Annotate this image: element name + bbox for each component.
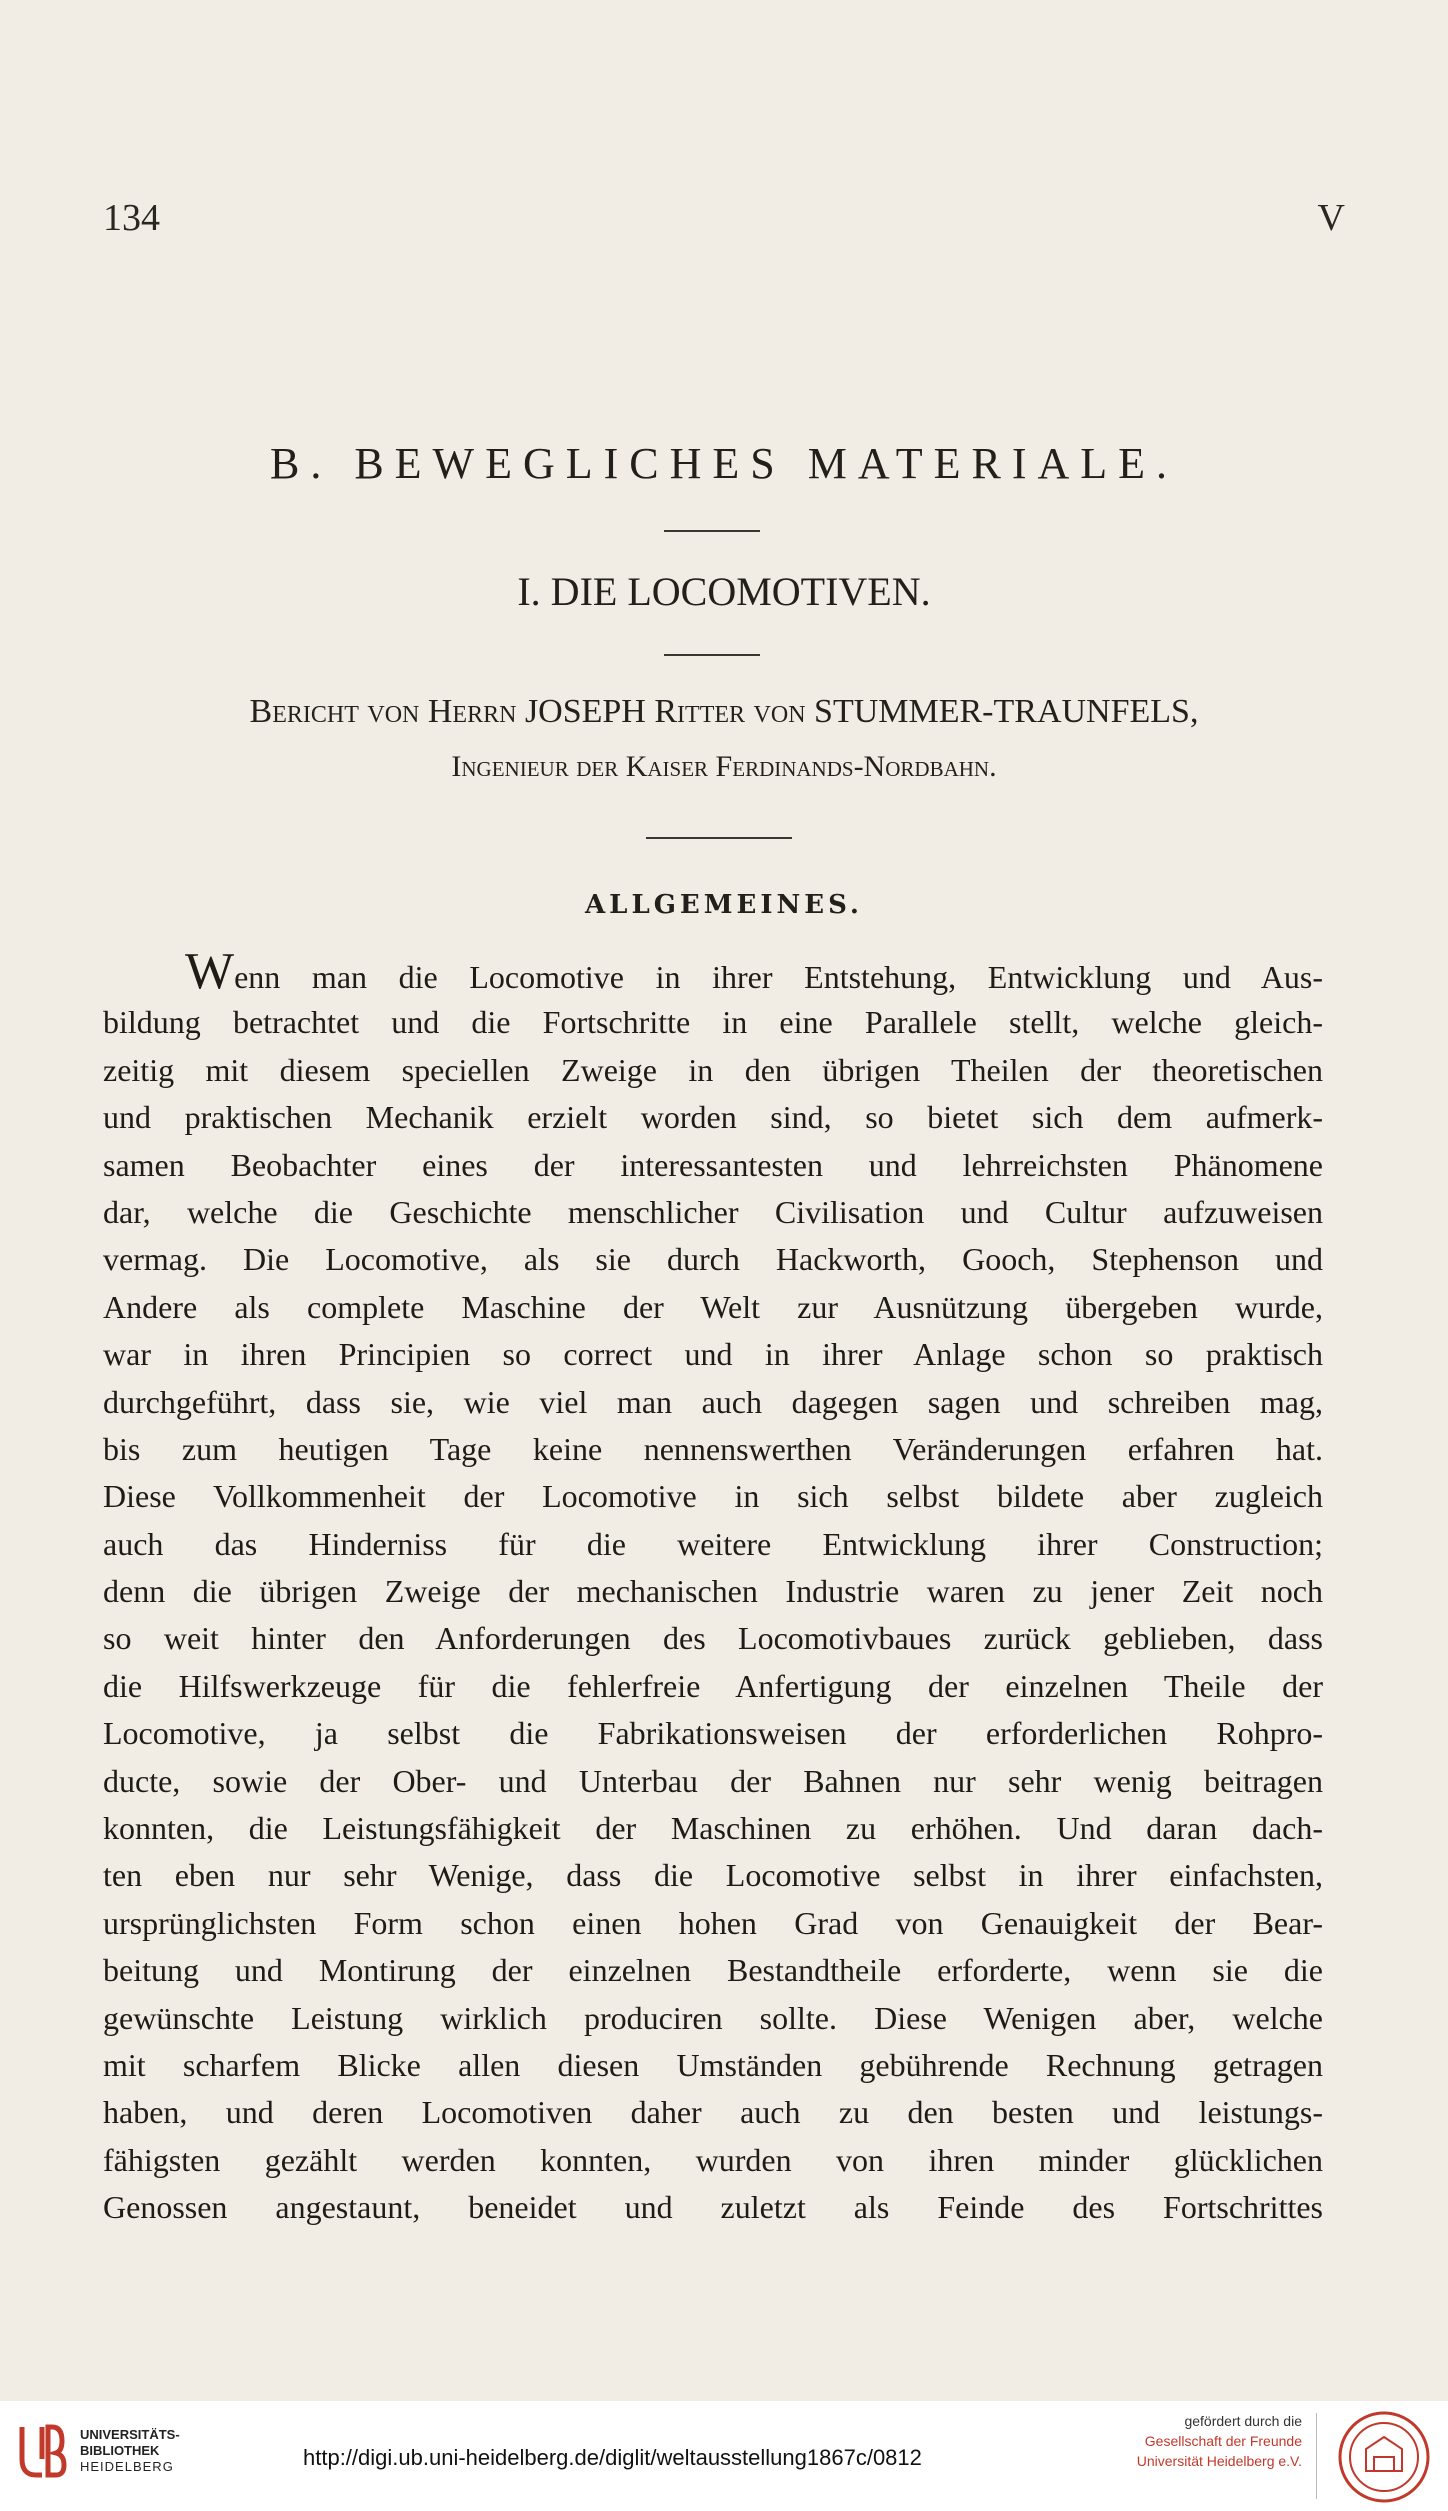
text-line: [103, 1094, 1323, 1141]
line-text: die Hilfswerkzeuge für die fehlerfreie Anfertigung der einzelnen Theile der: [103, 1667, 1323, 1704]
line-text: Diese Vollkommenheit der Locomotive in sich selbst bildete aber zugleich: [103, 1478, 1323, 1515]
text-line: [103, 1142, 1323, 1189]
text-line: [103, 999, 1323, 1046]
university-seal-icon: [1336, 2409, 1432, 2505]
text-line: [103, 1805, 1323, 1852]
text-line: [103, 952, 1323, 999]
author-surname: STUMMER-TRAUNFELS,: [814, 693, 1199, 730]
line-text: gewünschte Leistung wirklich produciren sollte. Diese Wenigen aber, welche: [103, 1999, 1323, 2036]
line-text: ten eben nur sehr Wenige, dass die Locomotive selbst in ihrer einfachsten,: [103, 1857, 1323, 1894]
section-heading: ALLGEMEINES.: [584, 890, 863, 920]
sponsor-credit: gefördert durch die Gesellschaft der Freunde Universität Heidelberg e.V.: [1136, 2413, 1302, 2469]
divider-rule: [664, 530, 760, 532]
text-line: [103, 1663, 1323, 1710]
library-name: UNIVERSITÄTS- BIBLIOTHEK HEIDELBERG: [80, 2427, 180, 2474]
line-text: zeitig mit diesem speciellen Zweige in den übrigen Theilen der theoretischen: [103, 1051, 1323, 1088]
line-text: bildung betrachtet und die Fortschritte in eine Parallele stellt, welche gleich-: [103, 1004, 1323, 1041]
text-line: [103, 1852, 1323, 1899]
text-line: [103, 1758, 1323, 1805]
text-line: [103, 1473, 1323, 1520]
drop-initial: W: [185, 952, 235, 1000]
line-text: und praktischen Mechanik erzielt worden sind, so bietet sich dem aufmerk-: [103, 1099, 1323, 1136]
line-text: beitung und Montirung der einzelnen Bestandtheile erforderte, wenn sie die: [103, 1952, 1323, 1989]
chapter-roman: V: [1317, 197, 1345, 239]
page-number: 134: [103, 197, 160, 239]
line-text: fähigsten gezählt werden konnten, wurden von ihren minder glücklichen: [103, 2141, 1323, 2178]
author-title: Ritter von: [645, 693, 815, 730]
line-text: denn die übrigen Zweige der mechanischen Industrie waren zu jener Zeit noch: [103, 1573, 1323, 1610]
text-line: [103, 1284, 1323, 1331]
section-title: B. BEWEGLICHES MATERIALE.: [269, 439, 1179, 488]
text-line: [103, 1995, 1323, 2042]
text-line: [103, 1947, 1323, 1994]
line-text: dar, welche die Geschichte menschlicher Civilisation und Cultur aufzuweisen: [103, 1193, 1323, 1230]
text-line: [103, 2184, 1323, 2231]
permalink-url[interactable]: http://digi.ub.uni-heidelberg.de/diglit/weltausstellung1867c/0812: [303, 2445, 922, 2470]
report-prefix: Bericht von Herrn: [249, 693, 525, 730]
page-header: [103, 196, 1345, 240]
divider-rule: [646, 837, 792, 839]
body-text: [103, 952, 1323, 2232]
text-line: [103, 1615, 1323, 1662]
text-line: [103, 2137, 1323, 2184]
line-text: samen Beobachter eines der interessantesten und lehrreichsten Phänomene: [103, 1146, 1323, 1183]
line-text: mit scharfem Blicke allen diesen Umständen gebührende Rechnung getragen: [103, 2046, 1323, 2083]
line-text: enn man die Locomotive in ihrer Entstehung, Entwicklung und Aus-: [234, 959, 1323, 995]
line-text: Locomotive, ja selbst die Fabrikationsweisen der erforderlichen Rohpro-: [103, 1715, 1323, 1752]
line-text: haben, und deren Locomotiven daher auch zu den besten und leistungs-: [103, 2094, 1323, 2131]
text-line: [103, 1189, 1323, 1236]
text-line: [103, 1426, 1323, 1473]
text-line: [103, 2042, 1323, 2089]
line-text: bis zum heutigen Tage keine nennenswerthen Veränderungen erfahren hat.: [103, 1430, 1323, 1467]
divider-rule: [664, 654, 760, 656]
text-line: [103, 1900, 1323, 1947]
text-line: [103, 1331, 1323, 1378]
line-text: durchgeführt, dass sie, wie viel man auch dagegen sagen und schreiben mag,: [103, 1383, 1323, 1420]
text-line: [103, 1568, 1323, 1615]
line-text: auch das Hinderniss für die weitere Entwicklung ihrer Construction;: [103, 1525, 1323, 1562]
line-text: Andere als complete Maschine der Welt zur Ausnützung übergeben wurde,: [103, 1288, 1323, 1325]
text-line: [103, 1379, 1323, 1426]
line-text: ursprünglichsten Form schon einen hohen Grad von Genauigkeit der Bear-: [103, 1904, 1323, 1941]
line-text: konnten, die Leistungsfähigkeit der Maschinen zu erhöhen. Und daran dach-: [103, 1810, 1323, 1847]
line-text: vermag. Die Locomotive, als sie durch Hackworth, Gooch, Stephenson und: [103, 1241, 1323, 1278]
text-line: [103, 1710, 1323, 1757]
report-author-line: [0, 693, 1448, 731]
author-first-name: JOSEPH: [524, 693, 646, 730]
text-line: [103, 1521, 1323, 1568]
text-line: [103, 1236, 1323, 1283]
line-text: war in ihren Principien so correct und in ihrer Anlage schon so praktisch: [103, 1336, 1323, 1373]
text-line: [103, 1047, 1323, 1094]
sub-title: I. DIE LOCOMOTIVEN.: [517, 569, 931, 614]
line-text: so weit hinter den Anforderungen des Locomotivbaues zurück geblieben, dass: [103, 1620, 1323, 1657]
library-logo-icon: [16, 2419, 68, 2493]
footer-divider: [1316, 2413, 1317, 2499]
line-text: Genossen angestaunt, beneidet und zuletzt als Feinde des Fortschrittes: [103, 2189, 1323, 2226]
line-text: ducte, sowie der Ober- und Unterbau der Bahnen nur sehr wenig beitragen: [103, 1762, 1323, 1799]
report-affiliation-line: Ingenieur der Kaiser Ferdinands-Nordbahn.: [451, 750, 997, 783]
text-line: [103, 2089, 1323, 2136]
footer-bar: [0, 2401, 1448, 2511]
